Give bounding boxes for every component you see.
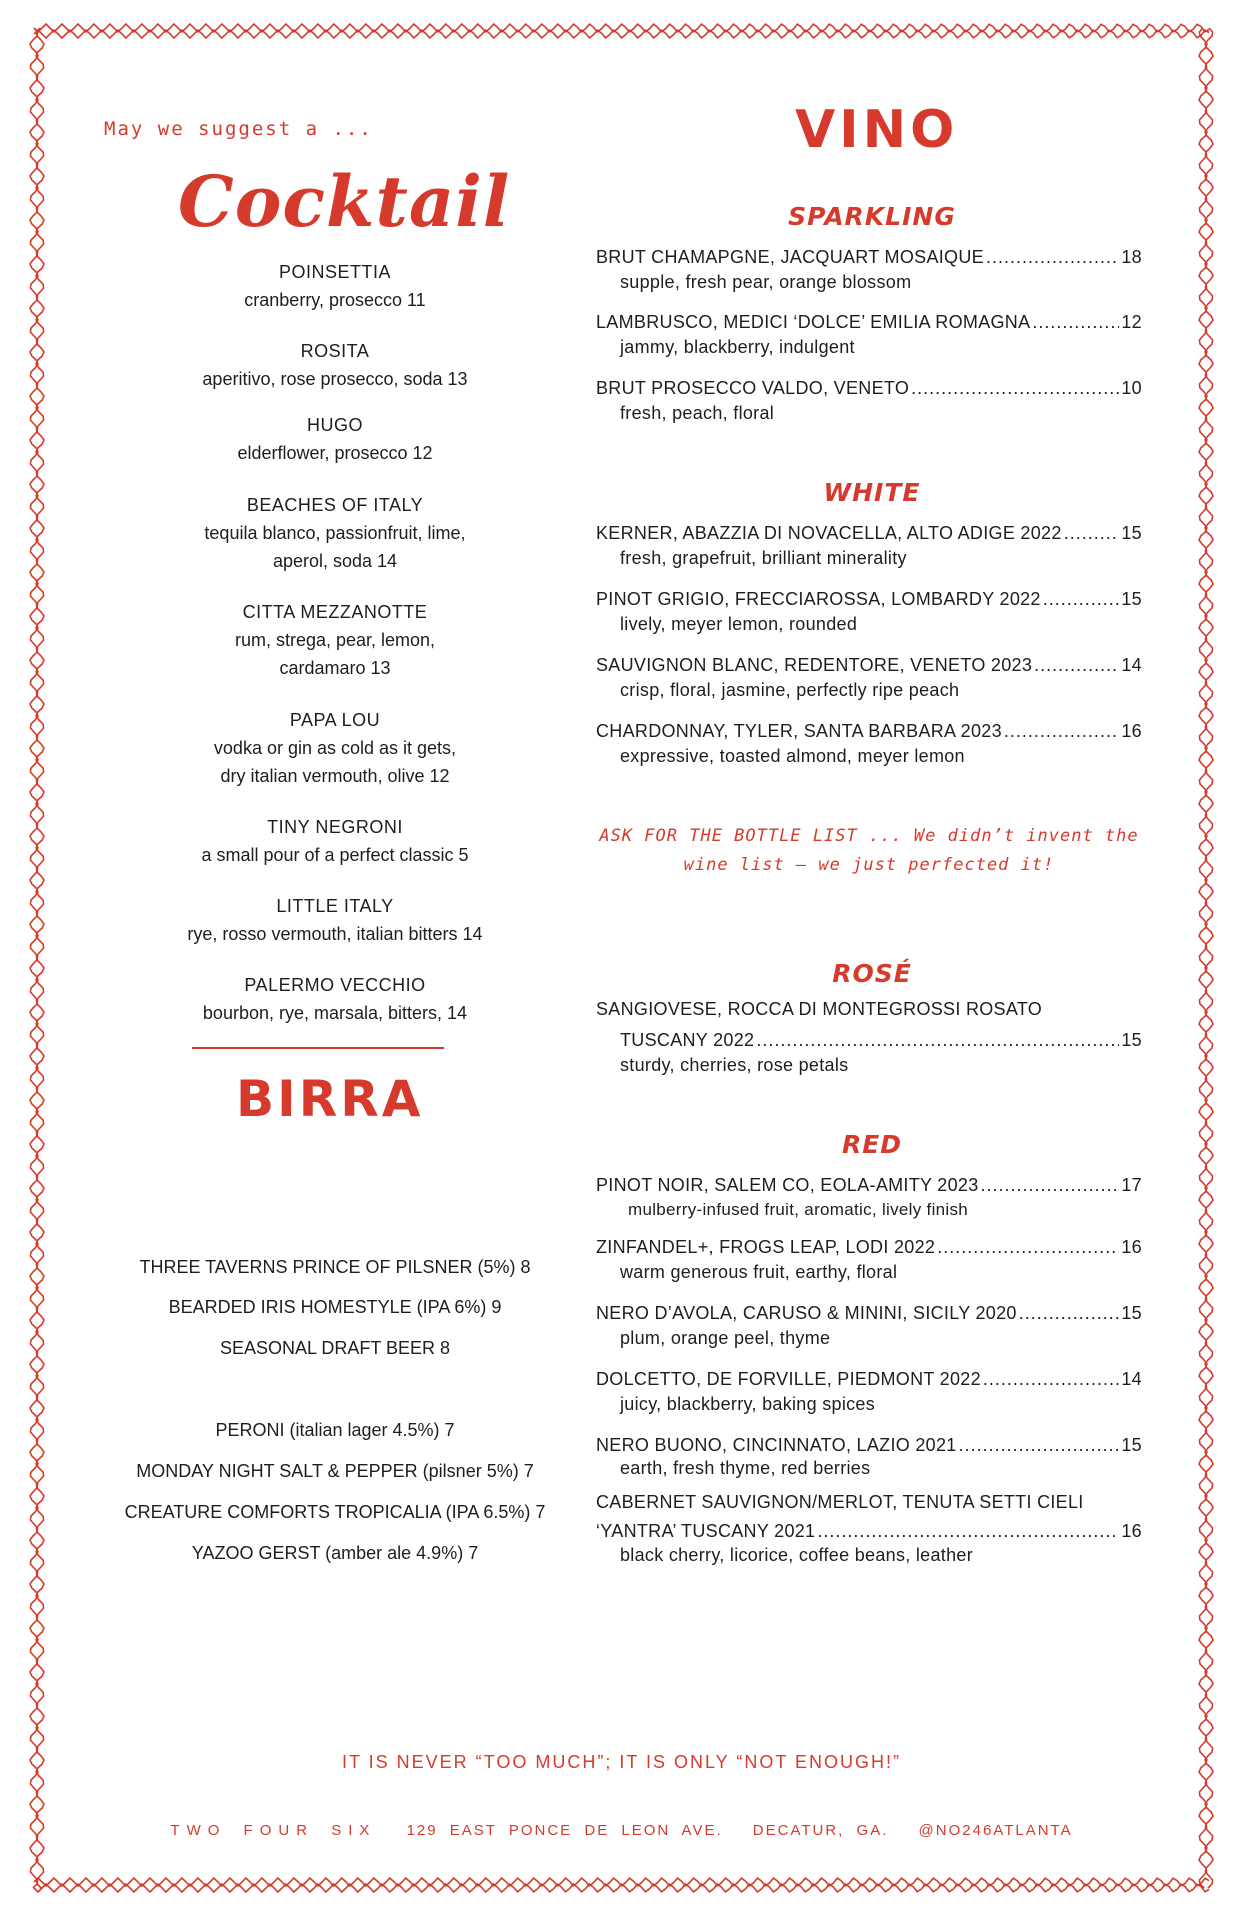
wine-item: SAUVIGNON BLANC, REDENTORE, VENETO 2023 ..... 14 crisp, floral, jasmine, perfectly ripe peach	[596, 650, 1142, 704]
white-heading: WHITE	[823, 478, 921, 507]
cocktail-intro: May we suggest a ...	[104, 118, 373, 140]
wine-item: NERO D’AVOLA, CARUSO & MININI, SICILY 2020 ..... 15 plum, orange peel, thyme	[596, 1298, 1142, 1352]
wine-item: LAMBRUSCO, MEDICI ‘DOLCE’ EMILIA ROMAGNA ..... 12 jammy, blackberry, indulgent	[596, 307, 1142, 361]
border-wave	[36, 28, 44, 1888]
cocktail-item: BEACHES OF ITALY tequila blanco, passionfruit, lime, aperol, soda 14	[204, 495, 466, 571]
beer-item: THREE TAVERNS PRINCE OF PILSNER (5%) 8	[139, 1257, 531, 1277]
restaurant-name: TWO FOUR SIX	[170, 1822, 377, 1839]
cocktail-item: POINSETTIA cranberry, prosecco 11	[244, 262, 426, 310]
city: DECATUR, GA.	[752, 1822, 889, 1839]
address: 129 EAST PONCE DE LEON AVE.	[406, 1822, 723, 1839]
border-wave	[34, 1878, 1209, 1886]
beer-item: SEASONAL DRAFT BEER 8	[219, 1338, 451, 1358]
wine-item: ZINFANDEL+, FROGS LEAP, LODI 2022 ..... 16 warm generous fruit, earthy, floral	[596, 1232, 1142, 1286]
wine-item: KERNER, ABAZZIA DI NOVACELLA, ALTO ADIGE 2022 ..... 15 fresh, grapefruit, brilliant minerality	[596, 518, 1142, 572]
footer-info	[0, 1822, 1243, 1839]
sparkling-heading: SPARKLING	[788, 202, 956, 231]
cocktail-item: CITTA MEZZANOTTE rum, strega, pear, lemon, cardamaro 13	[234, 602, 436, 678]
border-wave	[34, 30, 1209, 38]
border-wave	[34, 24, 1209, 32]
beer-item: BEARDED IRIS HOMESTYLE (IPA 6%) 9	[168, 1297, 502, 1317]
cocktail-item: PAPA LOU vodka or gin as cold as it gets, dry italian vermouth, olive 12	[213, 710, 457, 786]
wine-item: BRUT PROSECCO VALDO, VENETO ..... 10 fresh, peach, floral	[596, 373, 1142, 427]
wine-item: DOLCETTO, DE FORVILLE, PIEDMONT 2022 ..... 14 juicy, blackberry, baking spices	[596, 1364, 1142, 1418]
birra-heading: BIRRA	[236, 1070, 424, 1128]
wine-item: PINOT GRIGIO, FRECCIAROSSA, LOMBARDY 2022 ..... 15 lively, meyer lemon, rounded	[596, 584, 1142, 638]
wine-item: CABERNET SAUVIGNON/MERLOT, TENUTA SETTI CIELI ‘YANTRA’ TUSCANY 2021 ..... 16 black cherry, licorice, coffee beans, leather	[596, 1492, 1142, 1568]
red-heading: RED	[841, 1130, 903, 1159]
beer-item: PERONI (italian lager 4.5%) 7	[215, 1420, 455, 1440]
section-divider	[192, 1047, 444, 1049]
border-wave	[1199, 28, 1207, 1888]
cocktail-item: PALERMO VECCHIO bourbon, rye, marsala, bitters, 14	[202, 975, 468, 1023]
wine-item: NERO BUONO, CINCINNATO, LAZIO 2021 ..... 15 earth, fresh thyme, red berries	[596, 1430, 1142, 1480]
cocktail-item: ROSITA aperitivo, rose prosecco, soda 13	[202, 341, 468, 389]
cocktail-item: LITTLE ITALY rye, rosso vermouth, italian bitters 14	[187, 896, 483, 944]
wine-item: PINOT NOIR, SALEM CO, EOLA-AMITY 2023 ..... 17 mulberry-infused fruit, aromatic, lively finish	[596, 1170, 1142, 1224]
slogan: IT IS NEVER “TOO MUCH”; IT IS ONLY “NOT ENOUGH!”	[341, 1752, 902, 1772]
wine-item: CHARDONNAY, TYLER, SANTA BARBARA 2023 ..... 16 expressive, toasted almond, meyer lemon	[596, 716, 1142, 770]
rose-heading: ROSÉ	[832, 959, 912, 988]
beer-item: MONDAY NIGHT SALT & PEPPER (pilsner 5%) 7	[136, 1461, 534, 1481]
beer-item: CREATURE COMFORTS TROPICALIA (IPA 6.5%) 7	[124, 1502, 546, 1522]
bottle-list-note: ASK FOR THE BOTTLE LIST ... We didn’t invent the wine list — we just perfected it!	[599, 826, 1139, 875]
cocktail-heading: Cocktail	[178, 160, 511, 243]
social-handle: @NO246ATLANTA	[918, 1822, 1073, 1839]
cocktail-item: HUGO elderflower, prosecco 12	[237, 415, 433, 463]
wine-item: BRUT CHAMAPGNE, JACQUART MOSAIQUE ..... 18 supple, fresh pear, orange blossom	[596, 242, 1142, 296]
vino-heading: VINO	[795, 100, 959, 160]
cocktail-item: TINY NEGRONI a small pour of a perfect classic 5	[201, 817, 469, 865]
beer-item: YAZOO GERST (amber ale 4.9%) 7	[191, 1543, 479, 1563]
wine-item: SANGIOVESE, ROCCA DI MONTEGROSSI ROSATO TUSCANY 2022 ..... 15 sturdy, cherries, rose petals	[596, 999, 1142, 1079]
